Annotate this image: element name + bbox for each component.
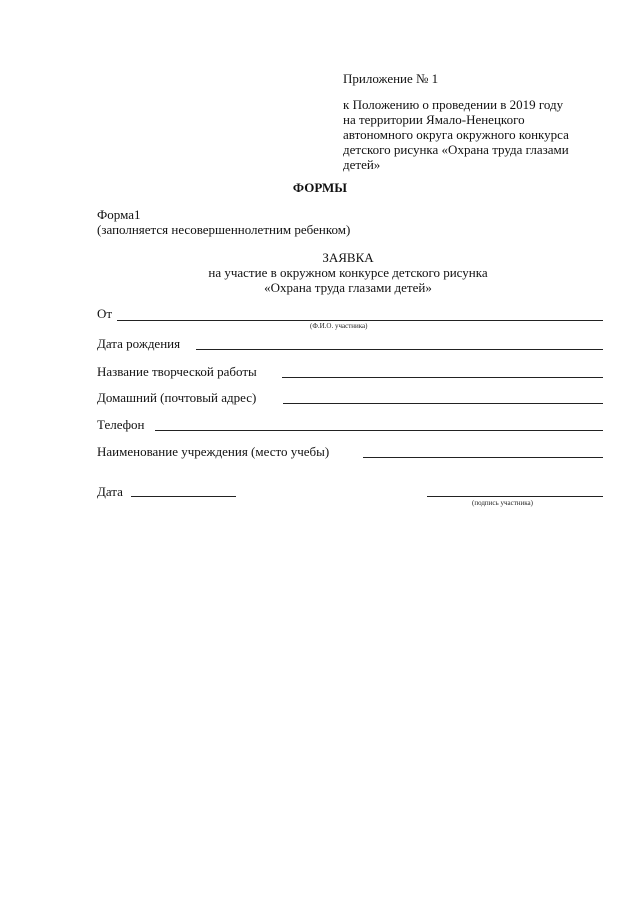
work-title-label: Название творческой работы (97, 364, 257, 379)
form-note: (заполняется несовершеннолетним ребенком) (97, 222, 351, 237)
annex-reference-line: детского рисунка «Охрана труда глазами (343, 142, 569, 157)
forms-heading: ФОРМЫ (292, 180, 348, 195)
annex-reference-line: детей» (343, 157, 381, 172)
date-label: Дата (97, 484, 123, 499)
birth-date-label: Дата рождения (97, 336, 181, 351)
work-title-input-line[interactable] (282, 377, 603, 378)
birth-date-input-line[interactable] (196, 349, 603, 350)
institution-input-line[interactable] (363, 457, 603, 458)
application-subtitle-line2: «Охрана труда глазами детей» (264, 280, 432, 295)
annex-reference (343, 97, 569, 172)
application-subtitle-line1: на участие в окружном конкурсе детского рисунка (208, 265, 488, 280)
home-address-label: Домашний (почтовый адрес) (97, 390, 257, 405)
date-input-line[interactable] (131, 496, 236, 497)
institution-label: Наименование учреждения (место учебы) (97, 444, 330, 459)
from-input-line[interactable] (117, 320, 603, 321)
annex-reference-line: к Положению о проведении в 2019 году (343, 97, 564, 112)
annex-reference-line: на территории Ямало-Ненецкого (343, 112, 525, 127)
annex-title: Приложение № 1 (343, 71, 439, 86)
signature-caption: (подпись участника) (472, 499, 533, 507)
form-label: Форма1 (97, 207, 141, 222)
from-label: От (97, 306, 113, 321)
home-address-input-line[interactable] (283, 403, 603, 404)
phone-label: Телефон (97, 417, 145, 432)
signature-line[interactable] (427, 496, 603, 497)
annex-reference-line: автономного округа окружного конкурса (343, 127, 569, 142)
from-caption: (Ф.И.О. участника) (310, 322, 368, 330)
application-title: ЗАЯВКА (322, 250, 374, 265)
phone-input-line[interactable] (155, 430, 603, 431)
